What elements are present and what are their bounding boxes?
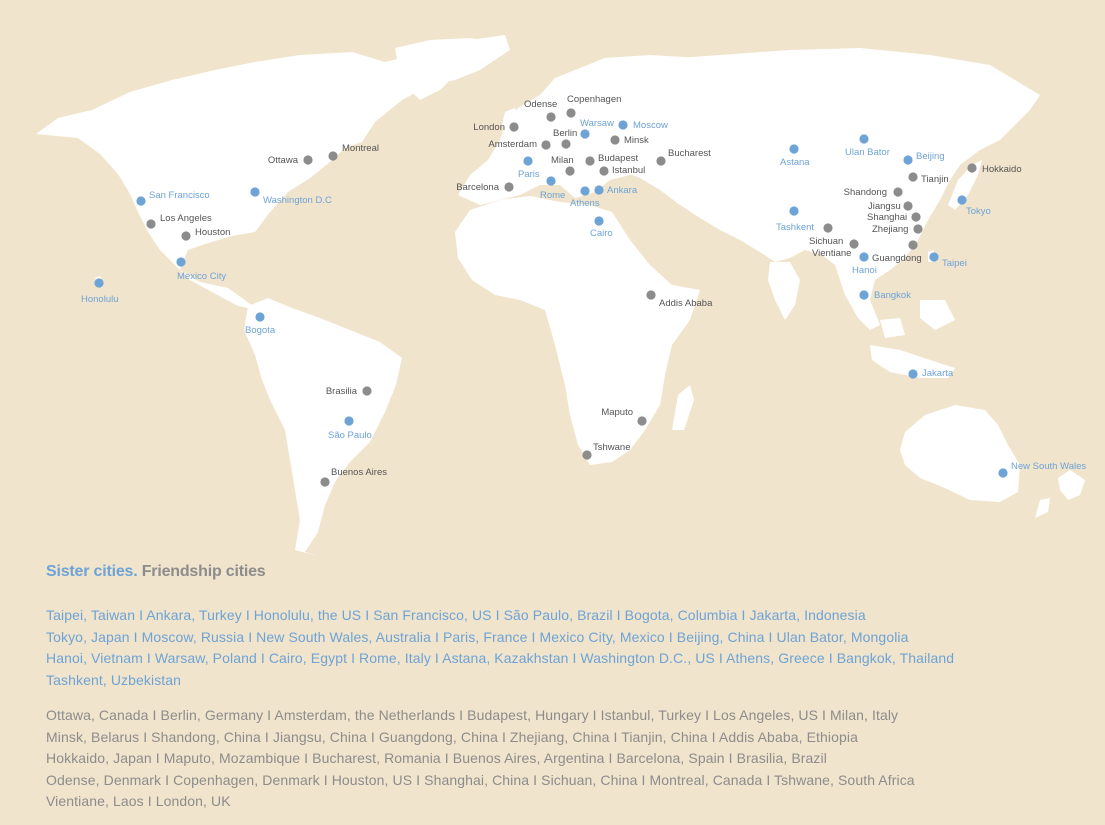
sister-city-label-rome: Rome [540, 190, 566, 201]
friendship-line: Odense, Denmark I Copenhagen, Denmark I Houston, US I Shanghai, China I Sichuan, China I Montreal, Canada I Tshwane, South Africa [46, 771, 915, 788]
southeast-asia-islands [870, 300, 955, 378]
friendship-city-marker-montreal [328, 151, 337, 160]
sister-line: Taipei, Taiwan I Ankara, Turkey I Honolulu, the US I San Francisco, US I São Paulo, Brazil I Bogota, Columbia I Jakarta, Indonesia [46, 607, 866, 623]
friendship-city-marker-copenhagen [566, 108, 575, 117]
friendship-city-label-copenhagen: Copenhagen [567, 94, 622, 105]
friendship-city-marker-berlin [561, 139, 570, 148]
sister-city-marker-ulan-bator [859, 134, 868, 143]
friendship-city-marker-odense [546, 112, 555, 121]
madagascar-island [672, 385, 694, 430]
sister-city-marker-sao-paulo [344, 416, 353, 425]
friendship-city-marker-zhejiang [913, 224, 922, 233]
friendship-city-label-tshwane: Tshwane [593, 442, 631, 453]
sister-city-label-athens: Athens [570, 198, 600, 209]
sister-line: Tashkent, Uzbekistan [46, 671, 182, 688]
friendship-city-label-buenos-aires: Buenos Aires [331, 467, 387, 478]
sister-city-label-paris: Paris [518, 169, 540, 180]
sister-city-label-ulan-bator: Ulan Bator [845, 147, 890, 158]
friendship-city-label-houston: Houston [195, 227, 231, 238]
sister-city-marker-jakarta [908, 369, 917, 378]
sister-city-marker-tashkent [789, 206, 798, 215]
friendship-city-label-vientiane: Vientiane [812, 248, 852, 259]
sister-city-label-washington-d-c: Washington D.C [263, 195, 332, 206]
friendship-city-marker-amsterdam [541, 140, 550, 149]
friendship-city-label-ottawa: Ottawa [267, 155, 298, 166]
friendship-city-label-maputo: Maputo [601, 407, 633, 418]
friendship-city-marker-houston [181, 231, 190, 240]
friendship-line: Hokkaido, Japan I Maputo, Mozambique I Bucharest, Romania I Buenos Aires, Argentina I Barcelona, Spain I Brasilia, Brazil [46, 750, 827, 767]
friendship-line: Minsk, Belarus I Shandong, China I Jiangsu, China I Guangdong, China I Zhejiang, China I Tianjin, China I Addis Ababa, Ethiopia [46, 728, 858, 745]
friendship-city-label-guangdong: Guangdong [872, 253, 922, 264]
sister-city-label-bogota: Bogota [245, 325, 276, 336]
friendship-city-label-amsterdam: Amsterdam [488, 139, 537, 150]
sister-city-label-hanoi: Hanoi [852, 265, 877, 276]
sister-cities-legend: Sister cities. [46, 563, 138, 580]
sister-city-label-moscow: Moscow [633, 120, 668, 131]
friendship-city-label-istanbul: Istanbul [612, 165, 646, 176]
sister-city-label-san-francisco: San Francisco [149, 190, 210, 201]
friendship-city-label-bucharest: Bucharest [668, 148, 711, 159]
sister-city-label-beijing: Beijing [916, 151, 945, 162]
friendship-city-label-hokkaido: Hokkaido [982, 164, 1022, 175]
friendship-city-label-addis-ababa: Addis Ababa [659, 298, 713, 309]
friendship-city-label-milan: Milan [551, 155, 574, 166]
friendship-city-label-shandong: Shandong [843, 187, 887, 198]
friendship-city-label-sichuan: Sichuan [809, 236, 844, 247]
friendship-city-marker-los-angeles [146, 219, 155, 228]
sister-city-marker-moscow [618, 120, 627, 129]
friendship-city-marker-addis-ababa [646, 290, 655, 299]
sister-city-marker-honolulu [94, 278, 103, 287]
friendship-city-label-berlin: Berlin [553, 128, 578, 139]
friendship-city-marker-tianjin [908, 172, 917, 181]
friendship-city-marker-tshwane [582, 450, 591, 459]
sister-city-marker-athens [580, 186, 589, 195]
friendship-city-marker-sichuan [823, 223, 832, 232]
sister-city-label-tokyo: Tokyo [966, 206, 991, 217]
sister-city-label-warsaw: Warsaw [580, 118, 614, 129]
sister-city-marker-bangkok [859, 290, 868, 299]
friendship-city-marker-barcelona [504, 182, 513, 191]
sister-city-marker-san-francisco [136, 196, 145, 205]
friendship-line: Vientiane, Laos I London, UK [46, 793, 231, 810]
sister-city-label-mexico-city: Mexico City [177, 271, 227, 282]
friendship-city-label-montreal: Montreal [342, 143, 379, 154]
friendship-city-marker-milan [565, 166, 574, 175]
friendship-city-marker-shandong [893, 187, 902, 196]
friendship-city-label-odense: Odense [524, 99, 558, 110]
sister-city-marker-ankara [594, 185, 603, 194]
friendship-city-marker-buenos-aires [320, 477, 329, 486]
friendship-city-marker-bucharest [656, 156, 665, 165]
friendship-city-label-shanghai: Shanghai [867, 212, 908, 223]
sister-city-marker-taipei [929, 252, 938, 261]
friendship-city-marker-ottawa [303, 155, 312, 164]
sister-city-label-honolulu: Honolulu [81, 294, 119, 305]
land-masses [36, 35, 1085, 556]
friendship-city-marker-jiangsu [903, 201, 912, 210]
legend [46, 563, 265, 581]
sister-city-marker-washington-d-c [250, 187, 259, 196]
friendship-city-marker-budapest [585, 156, 594, 165]
friendship-city-marker-brasilia [362, 386, 371, 395]
friendship-city-label-los-angeles: Los Angeles [160, 213, 212, 224]
sister-city-marker-warsaw [580, 129, 589, 138]
south-america-landmass [244, 298, 402, 556]
sister-city-label-taipei: Taipei [942, 258, 967, 269]
sister-city-marker-hanoi [859, 252, 868, 261]
friendship-city-label-barcelona: Barcelona [456, 182, 499, 193]
friendship-city-marker-maputo [637, 416, 646, 425]
australia-landmass [900, 405, 1020, 502]
sister-city-label-cairo: Cairo [590, 228, 613, 239]
sister-city-label-jakarta: Jakarta [922, 368, 954, 379]
sister-city-marker-astana [789, 144, 798, 153]
friendship-cities-legend: Friendship cities [141, 563, 266, 580]
new-zealand-islands [1035, 470, 1085, 518]
sister-city-marker-rome [546, 176, 555, 185]
sister-city-label-sao-paulo: São Paulo [328, 430, 372, 441]
africa-landmass [455, 196, 700, 465]
sister-city-marker-paris [523, 156, 532, 165]
friendship-city-marker-shanghai [911, 212, 920, 221]
sister-line: Hanoi, Vietnam I Warsaw, Poland I Cairo, Egypt I Rome, Italy I Astana, Kazakhstan I Washington D.C., US I Athens, Greece I Bangkok, Thailand [46, 650, 955, 667]
friendship-line: Ottawa, Canada I Berlin, Germany I Amsterdam, the Netherlands I Budapest, Hungary I Istanbul, Turkey I Los Angeles, US I Milan, Italy [46, 707, 899, 723]
sri-lanka-india-peninsula [768, 262, 800, 320]
friendship-city-label-brasilia: Brasilia [325, 386, 357, 397]
friendship-city-label-jiangsu: Jiangsu [868, 201, 901, 212]
friendship-city-marker-minsk [610, 135, 619, 144]
friendship-city-marker-london [509, 122, 518, 131]
sister-city-label-bangkok: Bangkok [874, 290, 911, 301]
friendship-city-label-budapest: Budapest [598, 153, 639, 164]
sister-city-marker-bogota [255, 312, 264, 321]
sister-city-label-tashkent: Tashkent [776, 222, 815, 233]
sister-city-marker-beijing [903, 155, 912, 164]
sister-city-label-astana: Astana [780, 157, 810, 168]
sister-city-marker-cairo [594, 216, 603, 225]
friendship-city-label-london: London [473, 122, 505, 133]
friendship-city-label-zhejiang: Zhejiang [872, 224, 909, 235]
friendship-city-label-minsk: Minsk [624, 135, 649, 146]
sister-city-marker-new-south-wales [998, 468, 1007, 477]
sister-city-marker-tokyo [957, 195, 966, 204]
friendship-cities-list [46, 705, 1086, 813]
sister-city-label-new-south-wales: New South Wales [1011, 461, 1087, 472]
sister-city-marker-mexico-city [176, 257, 185, 266]
friendship-city-marker-hokkaido [967, 163, 976, 172]
sister-cities-list [46, 605, 1086, 691]
friendship-city-marker-istanbul [599, 166, 608, 175]
sister-line: Tokyo, Japan I Moscow, Russia I New South Wales, Australia I Paris, France I Mexico City, Mexico I Beijing, China I Ulan Bator, Mongolia [46, 628, 909, 645]
friendship-city-label-tianjin: Tianjin [921, 174, 949, 185]
friendship-city-marker-guangdong [908, 240, 917, 249]
sister-city-label-ankara: Ankara [607, 185, 638, 196]
